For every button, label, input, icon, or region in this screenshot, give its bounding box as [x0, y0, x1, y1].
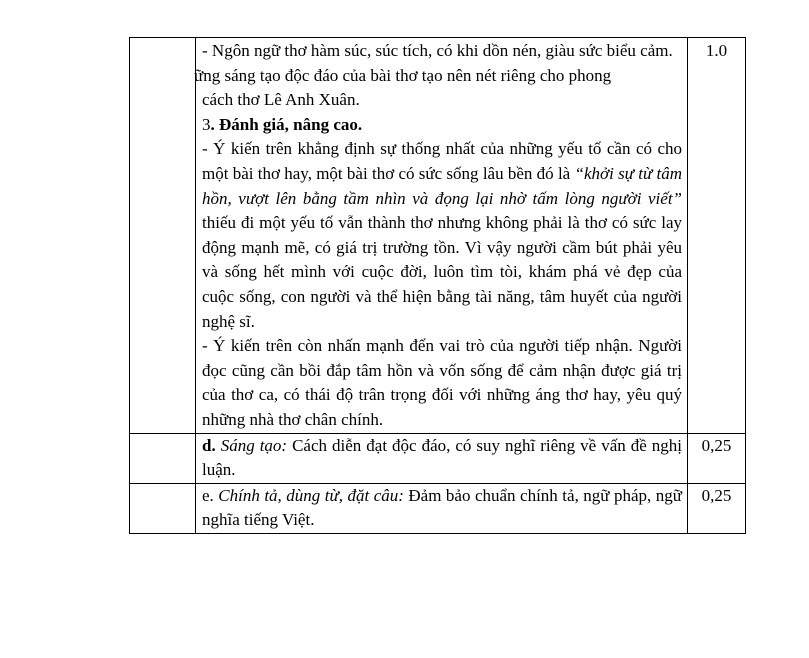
criterion-letter: d. [202, 435, 221, 455]
section-heading [202, 113, 682, 138]
assessment-start: - Ý kiến trên khẳng định sự thống nhất của những yếu tố cần có cho một bài thơ hay, một bài thơ có sức sống lâu bền đó là [202, 139, 682, 183]
table-row [130, 433, 746, 483]
score-cell: 1.0 [688, 38, 746, 434]
criterion-spelling [202, 484, 682, 533]
table-row [130, 38, 746, 434]
content-cell [196, 483, 688, 533]
paragraph-reader-role: - Ý kiến trên còn nhấn mạnh đến vai trò của người tiếp nhận. Người đọc cũng cần bồi đắp tâm hồn và vốn sống để cảm nhận được giá trị của thơ ca, có thái độ trân trọng đối với những áng thơ hay, yêu quý những nhà thơ chân chính. [202, 336, 682, 429]
content-cell [196, 38, 688, 434]
criterion-letter: e. [202, 485, 219, 505]
paragraph-assessment [202, 137, 682, 334]
score-cell: 0,25 [688, 483, 746, 533]
criterion-text: Đảm bảo chuẩn chính tả, ngữ pháp, ngữ nghĩa tiếng Việt. [202, 485, 682, 530]
empty-cell [130, 38, 196, 434]
criterion-label: Chính tả, dùng từ, đặt câu: [218, 485, 404, 505]
criterion-creativity [202, 434, 682, 483]
paragraph-language: - Ngôn ngữ thơ hàm súc, súc tích, có khi dồn nén, giàu sức biểu cảm. [202, 41, 673, 60]
heading-text: . Đánh giá, nâng cao. [210, 114, 363, 134]
assessment-quote: “khởi sự từ tâm hồn, vượt lên bằng tầm nhìn và đọng lại nhờ tấm lòng người viết” [202, 163, 682, 208]
empty-cell [130, 433, 196, 483]
heading-number: 3 [202, 114, 211, 134]
paragraph-creativity-end: cách thơ Lê Anh Xuân. [202, 90, 360, 110]
grading-table [129, 37, 746, 534]
assessment-end: thiếu đi một yếu tố vẫn thành thơ nhưng không phải là thơ có sức lay động mạnh mẽ, có giá trị trường tồn. Vì vậy người cầm bút phải yêu và sống hết mình với cuộc đời, luôn tìm tòi, khám phá vẻ đẹp của cuộc sống, con người và thể hiện bằng tài năng, tâm huyết của người nghệ sĩ. [202, 213, 682, 331]
table-row [130, 483, 746, 533]
content-cell [196, 433, 688, 483]
criterion-label: Sáng tạo: [220, 435, 288, 455]
paragraph-creativity-partial: ững sáng tạo độc đáo của bài thơ tạo nên nét riêng cho phong [194, 65, 612, 85]
empty-cell [130, 483, 196, 533]
score-cell: 0,25 [688, 433, 746, 483]
criterion-text: Cách diễn đạt độc đáo, có suy nghĩ riêng về vấn đề nghị luận. [202, 435, 682, 480]
